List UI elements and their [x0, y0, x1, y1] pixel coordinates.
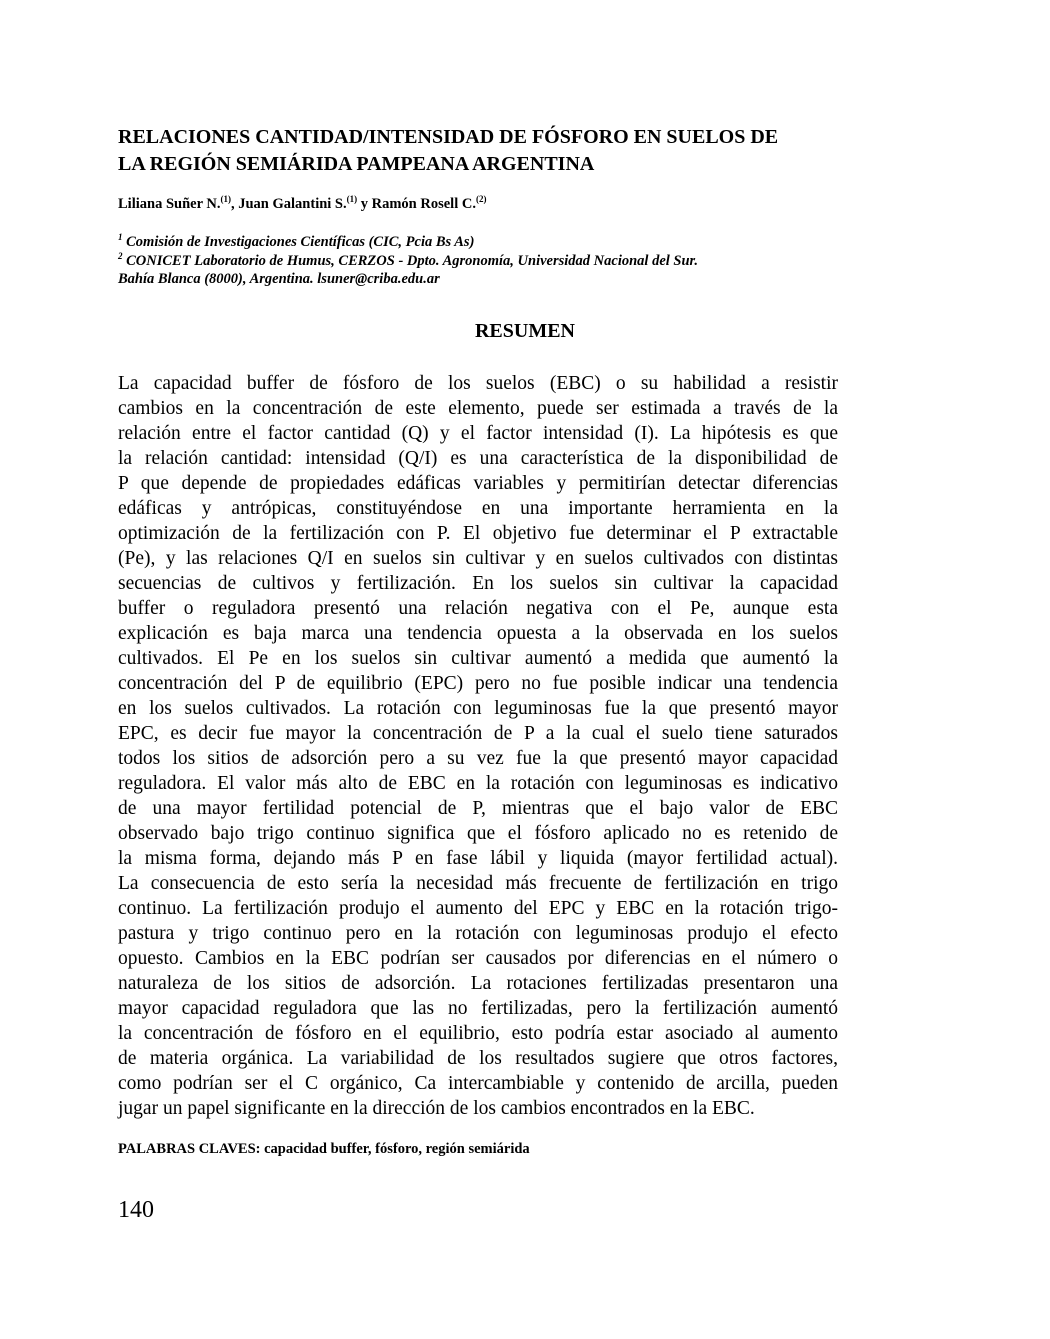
abstract-line: todos los sitios de adsorción pero a su vez fue la que presentó mayor capacidad — [118, 748, 838, 769]
abstract-line: relación entre el factor cantidad (Q) y el factor intensidad (I). La hipótesis es que — [118, 423, 838, 444]
abstract-line: mayor capacidad reguladora que las no fertilizadas, pero la fertilización aumentó — [118, 998, 838, 1019]
affiliation-line — [118, 233, 878, 252]
abstract-line: naturaleza de los sitios de adsorción. La rotaciones fertilizadas presentaron una — [118, 973, 838, 994]
abstract-line: edáficas y antrópicas, constituyéndose en una importante herramienta en la — [118, 498, 838, 519]
abstract-line: P que depende de propiedades edáficas variables y permitirían detectar diferencias — [118, 473, 838, 494]
abstract-line: la concentración de fósforo en el equilibrio, esto podría estar asociado al aumento — [118, 1023, 838, 1044]
page-number: 140 — [118, 1197, 154, 1223]
affiliation-number: 1 — [118, 232, 123, 242]
title-line: RELACIONES CANTIDAD/INTENSIDAD DE FÓSFORO EN SUELOS DE — [118, 126, 779, 148]
affiliation-text: Bahía Blanca (8000), Argentina. lsuner@criba.edu.ar — [118, 271, 440, 287]
abstract-line: EPC, es decir fue mayor la concentración de P a la cual el suelo tiene saturados — [118, 723, 838, 744]
section-heading: RESUMEN — [474, 320, 575, 342]
author-separator: y — [357, 196, 372, 212]
author-name: Ramón Rosell C. — [371, 196, 476, 212]
affiliation-text: Comisión de Investigaciones Científicas (CIC, Pcia Bs As) — [122, 234, 475, 250]
abstract-line: la relación cantidad: intensidad (Q/I) es una característica de la disponibilidad de — [118, 448, 838, 469]
author-separator: , — [230, 196, 239, 212]
abstract-line: concentración del P de equilibrio (EPC) pero no fue posible indicar una tendencia — [118, 673, 838, 694]
affiliation-text: CONICET Laboratorio de Humus, CERZOS - Dpto. Agronomía, Universidad Nacional del Sur. — [122, 252, 699, 269]
abstract-line: La capacidad buffer de fósforo de los suelos (EBC) o su habilidad a resistir — [118, 373, 838, 394]
abstract-line: optimización de la fertilización con P. El objetivo fue determinar el P extractable — [118, 523, 838, 544]
abstract-line: de una mayor fertilidad potencial de P, mientras que el bajo valor de EBC — [118, 798, 838, 819]
abstract-line: observado bajo trigo continuo significa que el fósforo aplicado no es retenido de — [118, 823, 838, 844]
abstract-line: (Pe), y las relaciones Q/I en suelos sin cultivar y en suelos cultivados con distintas — [118, 548, 838, 569]
abstract-line: continuo. La fertilización produjo el aumento del EPC y EBC en la rotación trigo- — [118, 898, 838, 919]
affiliation-line — [118, 252, 878, 271]
abstract-line: en los suelos cultivados. La rotación con leguminosas fue la que presentó mayor — [118, 698, 838, 719]
abstract-line: explicación es baja marca una tendencia opuesta a la observada en los suelos — [118, 623, 838, 644]
abstract-line: jugar un papel significante en la dirección de los cambios encontrados en la EBC. — [118, 1098, 755, 1119]
author-affiliation-mark: (1) — [220, 194, 231, 204]
author-affiliation-mark: (1) — [346, 194, 358, 204]
abstract-line: reguladora. El valor más alto de EBC en la rotación con leguminosas es indicativo — [118, 773, 838, 794]
author-name: Liliana Suñer N. — [118, 196, 221, 212]
abstract-line: buffer o reguladora presentó una relación negativa con el Pe, aunque esta — [118, 598, 838, 619]
abstract-line: cultivados. El Pe en los suelos sin cultivar aumentó a medida que aumentó la — [118, 648, 838, 669]
abstract-line: pastura y trigo continuo pero en la rotación con leguminosas produjo el efecto — [118, 923, 838, 944]
keywords: PALABRAS CLAVES: capacidad buffer, fósforo, región semiárida — [118, 1141, 530, 1157]
affiliations — [118, 233, 878, 289]
author-affiliation-mark: (2) — [475, 194, 487, 204]
abstract-line: la misma forma, dejando más P en fase lábil y liquida (mayor fertilidad actual). — [118, 848, 838, 869]
abstract-line: opuesto. Cambios en la EBC podrían ser causados por diferencias en el número o — [118, 948, 838, 969]
abstract-line: cambios en la concentración de este elemento, puede ser estimada a través de la — [118, 398, 838, 419]
abstract-line: de materia orgánica. La variabilidad de los resultados sugiere que otros factores, — [118, 1048, 838, 1069]
paper-title — [118, 124, 878, 178]
author-list — [118, 196, 486, 213]
abstract-line: La consecuencia de esto sería la necesidad más frecuente de fertilización en trigo — [118, 873, 838, 894]
affiliation-line — [118, 270, 878, 289]
abstract-body — [118, 371, 838, 1121]
affiliation-number: 2 — [118, 250, 123, 261]
author-name: Juan Galantini S. — [238, 196, 347, 212]
abstract-line: como podrían ser el C orgánico, Ca intercambiable y contenido de arcilla, pueden — [118, 1073, 838, 1094]
title-line: LA REGIÓN SEMIÁRIDA PAMPEANA ARGENTINA — [118, 153, 595, 175]
abstract-line: secuencias de cultivos y fertilización. En los suelos sin cultivar la capacidad — [118, 573, 838, 594]
